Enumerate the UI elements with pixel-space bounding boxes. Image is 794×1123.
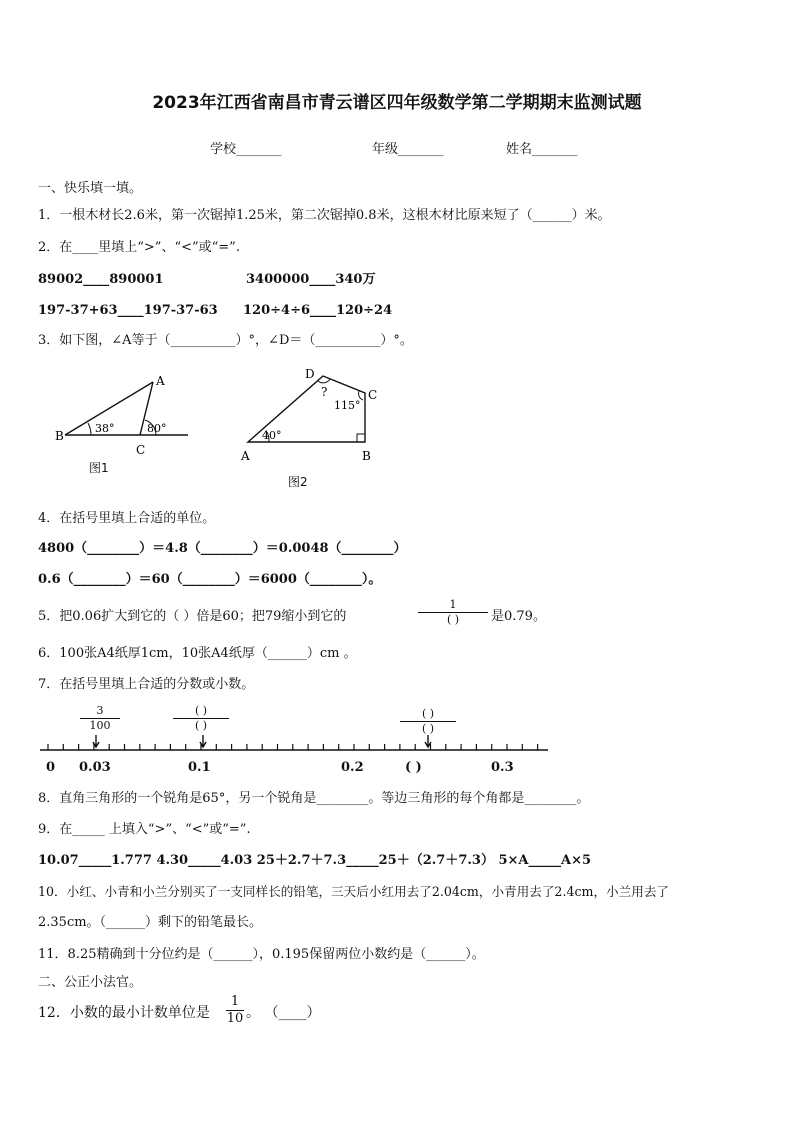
grade-field: 年级_______: [372, 142, 444, 157]
question-12-fraction: 1 10: [226, 994, 244, 1026]
question-5-frac-den: ( ): [446, 613, 460, 626]
section1-heading: 一、快乐填一填。: [38, 181, 143, 196]
q7-fraction-blank-1: ( ) ( ): [173, 705, 229, 732]
question-5: 5．把0.06扩大到它的（ ）倍是60；把79缩小到它的: [38, 609, 347, 624]
number-line-ticks: [48, 744, 538, 750]
question-2-c: 197-37+63____197-37-63: [38, 303, 218, 318]
fig2-right-angle: [357, 434, 365, 442]
question-9-items: 10.07_____1.777 4.30_____4.03 25＋2.7＋7.3_____25＋（2.7＋7.3） 5×A_____A×5: [38, 853, 592, 868]
fig1-label-b: B: [55, 429, 64, 443]
question-2-stem: 2．在____里填上“>”、“<”或“=”.: [38, 240, 240, 255]
question-8: 8．直角三角形的一个锐角是65°，另一个锐角是________。等边三角形的每个角都是________。: [38, 791, 590, 806]
question-10-line2: 2.35cm。（______）剩下的铅笔最长。: [38, 915, 263, 930]
nl-label-0-2: 0.2: [341, 760, 364, 775]
name-field: 姓名_______: [506, 142, 578, 157]
fig1-label-a: A: [156, 374, 165, 388]
question-4-stem: 4．在括号里填上合适的单位。: [38, 511, 216, 526]
question-5-fraction: [418, 599, 488, 626]
question-5-frac-num: 1: [449, 598, 457, 611]
fig2-angle-115: 115°: [334, 399, 361, 412]
q7-fraction-blank-2: ( ) ( ): [400, 708, 456, 735]
fig1-caption: 图1: [89, 461, 109, 475]
fig1-angle-80: 80°: [147, 422, 167, 435]
fig2-label-c: C: [368, 388, 378, 402]
fig2-label-b: B: [362, 449, 371, 463]
fig2-caption: 图2: [288, 475, 308, 489]
question-9-stem: 9．在_____ 上填入“>”、“<”或“=”.: [38, 822, 251, 837]
question-3: 3．如下图，∠A等于（__________）°，∠D＝（__________）°。: [38, 333, 413, 348]
nl-label-0: 0: [46, 760, 56, 775]
fig2-label-a: A: [241, 449, 250, 463]
q7-fraction-3-100: 3 100: [80, 705, 120, 732]
question-2-a: 89002____890001: [38, 272, 164, 287]
nl-label-0-1: 0.1: [188, 760, 211, 775]
question-5-after: 是0.79。: [491, 609, 546, 624]
question-1: 1．一根木材长2.6米，第一次锯掉1.25米，第二次锯掉0.8米，这根木材比原来短了（______）米。: [38, 208, 611, 223]
question-12: 12．小数的最小计数单位是: [38, 1005, 210, 1021]
question-4-a: 4800（________）＝4.8（________）＝0.0048（________）: [38, 541, 407, 556]
question-2-b: 3400000____340万: [246, 272, 376, 287]
question-6: 6．100张A4纸厚1cm，10张A4纸厚（______）cm 。: [38, 646, 357, 661]
nl-label-0-3: 0.3: [491, 760, 514, 775]
fig2-label-d: D: [305, 367, 315, 381]
fig2-angle-40: 40°: [262, 429, 282, 442]
number-line: [38, 730, 558, 780]
figure-2: [238, 362, 388, 467]
fig1-arc-b: [88, 423, 91, 435]
section2-heading: 二、公正小法官。: [38, 975, 143, 990]
question-7-stem: 7．在括号里填上合适的分数或小数。: [38, 677, 255, 692]
figure-1: [55, 370, 195, 480]
question-11: 11．8.25精确到十分位约是（______），0.195保留两位小数约是（______）。: [38, 947, 485, 962]
school-field: 学校_______: [210, 142, 282, 157]
page-title: 2023年江西省南昌市青云谱区四年级数学第二学期期末监测试题: [152, 93, 642, 113]
fig1-label-c: C: [136, 443, 146, 457]
nl-label-0-03: 0.03: [79, 760, 111, 775]
question-2-d: 120÷4÷6____120÷24: [243, 303, 393, 318]
nl-label-blank: ( ): [405, 760, 422, 775]
question-12-after: 。 （____）: [246, 1005, 321, 1021]
fig2-question-mark: ?: [321, 385, 328, 399]
question-4-b: 0.6（________）＝60（________）＝6000（________）。: [38, 572, 382, 587]
question-10-line1: 10．小红、小青和小兰分别买了一支同样长的铅笔，三天后小红用去了2.04cm，小青用去了2.4cm，小兰用去了: [38, 884, 670, 899]
fig1-angle-38: 38°: [95, 422, 115, 435]
